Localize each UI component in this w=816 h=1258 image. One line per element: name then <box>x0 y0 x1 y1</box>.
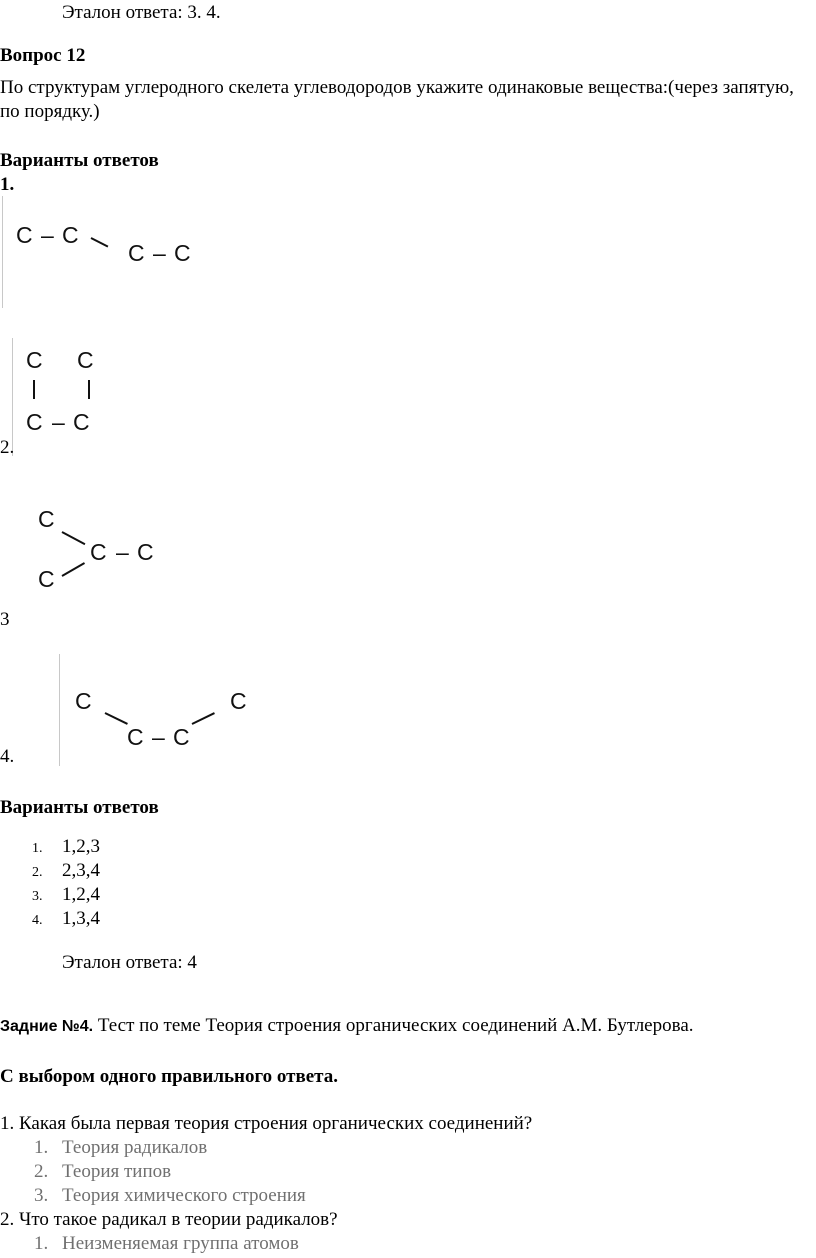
atom-c: C <box>62 222 79 248</box>
option-number: 1. <box>34 1137 49 1158</box>
atom-c: C <box>38 566 55 592</box>
bond-dash: – <box>152 724 165 750</box>
answer-number: 3. <box>32 889 43 904</box>
answer-option: 1,2,3 <box>62 836 100 857</box>
answer-option: 1,3,4 <box>62 908 100 929</box>
question-2-option: Неизменяемая группа атомов <box>62 1233 299 1254</box>
bond-line <box>91 237 109 247</box>
atom-c: C <box>174 240 191 266</box>
question-1-option: Теория химического строения <box>62 1185 306 1206</box>
question-1-option: Теория радикалов <box>62 1137 208 1158</box>
atom-c: C <box>26 409 43 435</box>
question-2-text: 2. Что такое радикал в теории радикалов? <box>0 1209 338 1230</box>
atom-c: C <box>230 688 247 714</box>
answer-option: 1,2,4 <box>62 884 100 905</box>
atom-c: C <box>73 409 90 435</box>
bond-dash: – <box>41 222 54 248</box>
option-number: 2. <box>34 1161 49 1182</box>
atom-c: C <box>38 506 55 532</box>
atom-c: C <box>26 347 43 373</box>
answer-number: 1. <box>32 841 43 856</box>
option-number: 3. <box>34 1185 49 1206</box>
atom-c: C <box>127 724 144 750</box>
structure-4-frame-line <box>59 654 60 766</box>
bond-line <box>62 562 86 577</box>
atom-c: C <box>128 240 145 266</box>
answer-reference: Эталон ответа: 4 <box>62 952 197 973</box>
structure-4-label: 4. <box>0 746 15 767</box>
task-label: Задние №4. <box>0 1018 94 1035</box>
structure-3-label: 3 <box>0 609 10 630</box>
bond-dash: – <box>153 240 166 266</box>
variants-heading: Варианты ответов <box>0 150 159 171</box>
atom-c: C <box>16 222 33 248</box>
structure-1-label: 1. <box>0 174 15 195</box>
answer-option: 2,3,4 <box>62 860 100 881</box>
structure-2-label: 2. <box>0 437 15 458</box>
atom-c: C <box>90 539 107 565</box>
atom-c: C <box>77 347 94 373</box>
bond-line <box>33 380 35 399</box>
answer-number: 2. <box>32 865 43 880</box>
question-text: По структурам углеродного скелета углеводородов укажите одинаковые вещества:(через запятую, по порядку.) <box>0 77 794 122</box>
question-1-text: 1. Какая была первая теория строения органических соединений? <box>0 1113 533 1134</box>
bond-dash: – <box>52 409 65 435</box>
structure-1-frame-line <box>2 196 3 308</box>
option-number: 1. <box>34 1233 49 1254</box>
bond-dash: – <box>116 539 129 565</box>
question-1-option: Теория типов <box>62 1161 172 1182</box>
task-title: Тест по теме Теория строения органических соединений А.М. Бутлерова. <box>93 1015 694 1036</box>
bond-line <box>88 380 90 399</box>
atom-c: C <box>173 724 190 750</box>
question-title: Вопрос 12 <box>0 45 86 66</box>
task-heading <box>0 1015 694 1037</box>
task-subtitle: С выбором одного правильного ответа. <box>0 1066 339 1087</box>
bond-line <box>105 712 128 725</box>
answer-number: 4. <box>32 913 43 928</box>
bond-line <box>192 712 215 725</box>
atom-c: C <box>137 539 154 565</box>
atom-c: C <box>75 688 92 714</box>
answers-heading: Варианты ответов <box>0 797 159 818</box>
top-answer-reference: Эталон ответа: 3. 4. <box>62 2 221 23</box>
bond-line <box>62 531 86 545</box>
